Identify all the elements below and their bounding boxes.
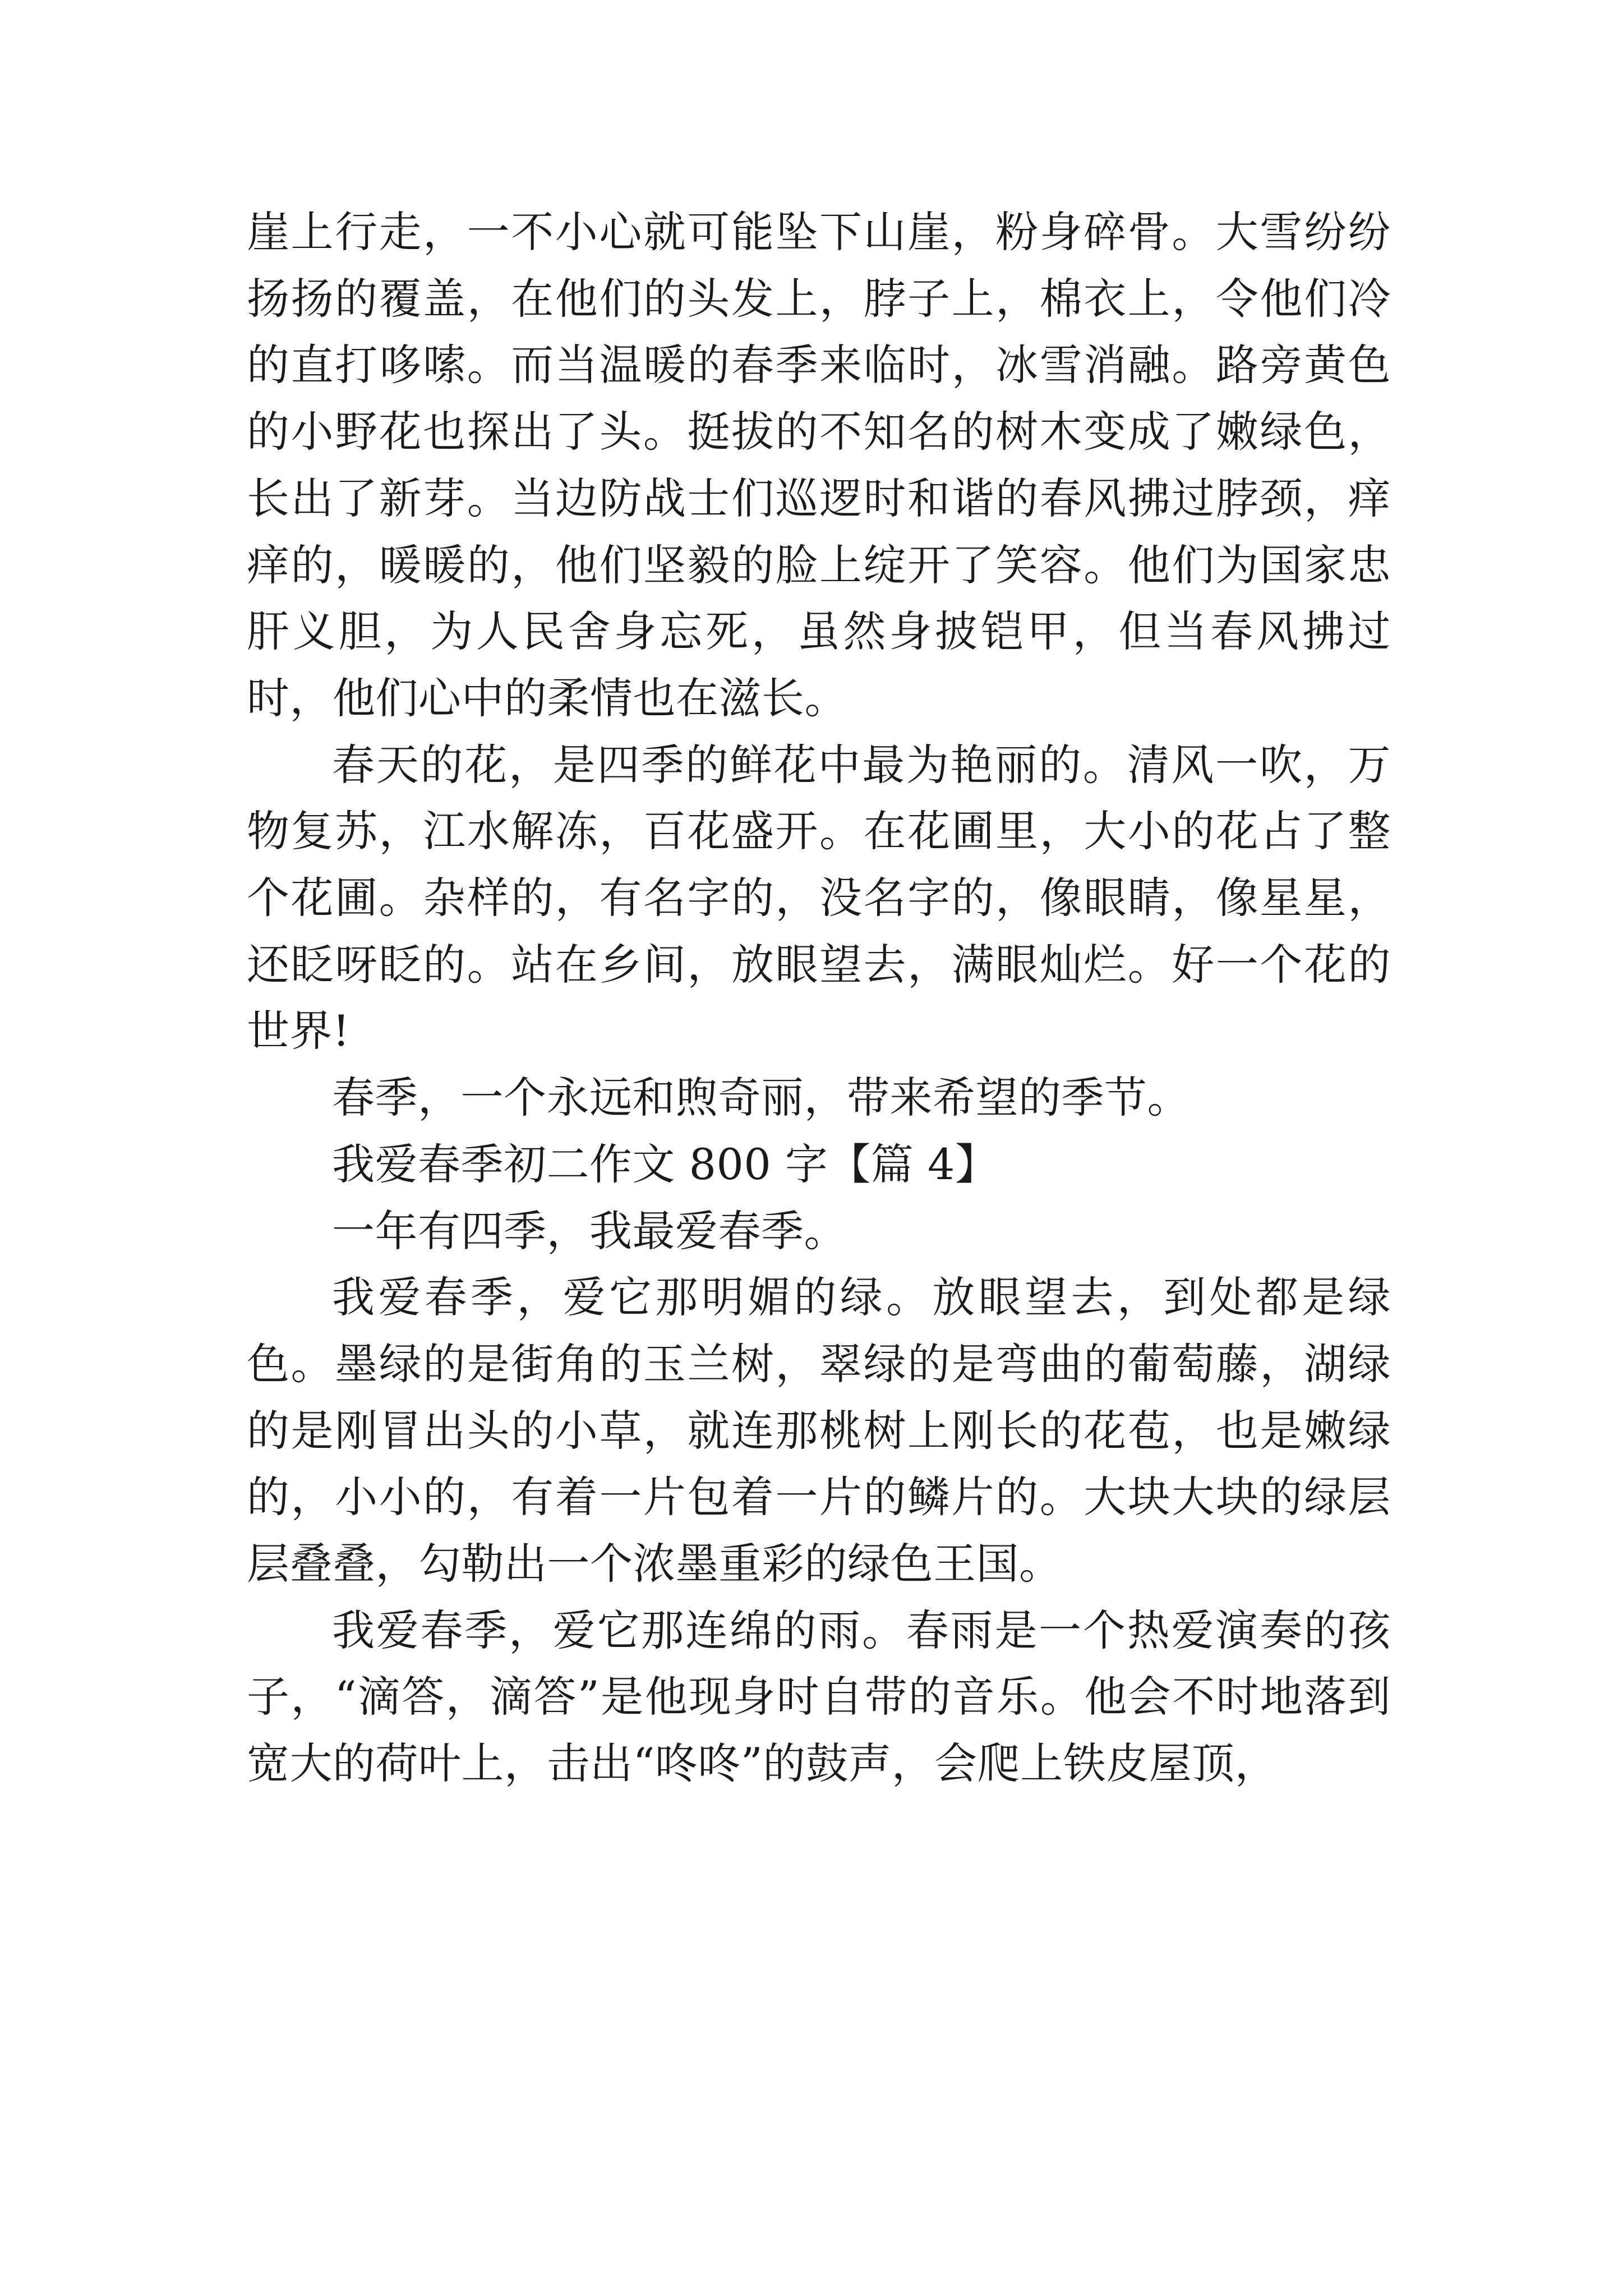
paragraph-1: 崖上行走，一不小心就可能坠下山崖，粉身碎骨。大雪纷纷扬扬的覆盖，在他们的头发上，脖子上，棉衣上，令他们冷的直打哆嗦。而当温暖的春季来临时，冰雪消融。路旁黄色的小野花也探出了头。挺拔的不知名的树木变成了嫩绿色，长出了新芽。当边防战士们巡逻时和谐的春风拂过脖颈，痒痒的，暖暖的，他们坚毅的脸上绽开了笑容。他们为国家忠肝义胆，为人民舍身忘死，虽然身披铠甲，但当春风拂过时，他们心中的柔情也在滋长。 [247,207,1391,723]
paragraph-3: 春季，一个永远和煦奇丽，带来希望的季节。 [332,1073,1190,1123]
paragraph-6: 我爱春季，爱它那连绵的雨。春雨是一个热爱演奏的孩子，“滴答，滴答”是他现身时自带的音乐。他会不时地落到宽大的荷叶上，击出“咚咚”的鼓声，会爬上铁皮屋顶， [247,1605,1391,1789]
paragraph-5: 我爱春季，爱它那明媚的绿。放眼望去，到处都是绿色。墨绿的是街角的玉兰树，翠绿的是弯曲的葡萄藤，湖绿的是刚冒出头的小草，就连那桃树上刚长的花苞，也是嫩绿的，小小的，有着一片包着一片的鳞片的。大块大块的绿层层叠叠，勾勒出一个浓墨重彩的绿色王国。 [247,1272,1391,1589]
section-heading: 我爱春季初二作文 800 字【篇 4】 [332,1139,998,1189]
paragraph-4: 一年有四季，我最爱春季。 [332,1205,847,1256]
paragraph-2: 春天的花，是四季的鲜花中最为艳丽的。清风一吹，万物复苏，江水解冻，百花盛开。在花圃里，大小的花占了整个花圃。杂样的，有名字的，没名字的，像眼睛，像星星，还眨呀眨的。站在乡间，放眼望去，满眼灿烂。好一个花的世界! [247,739,1391,1056]
document-body [247,199,1391,1797]
